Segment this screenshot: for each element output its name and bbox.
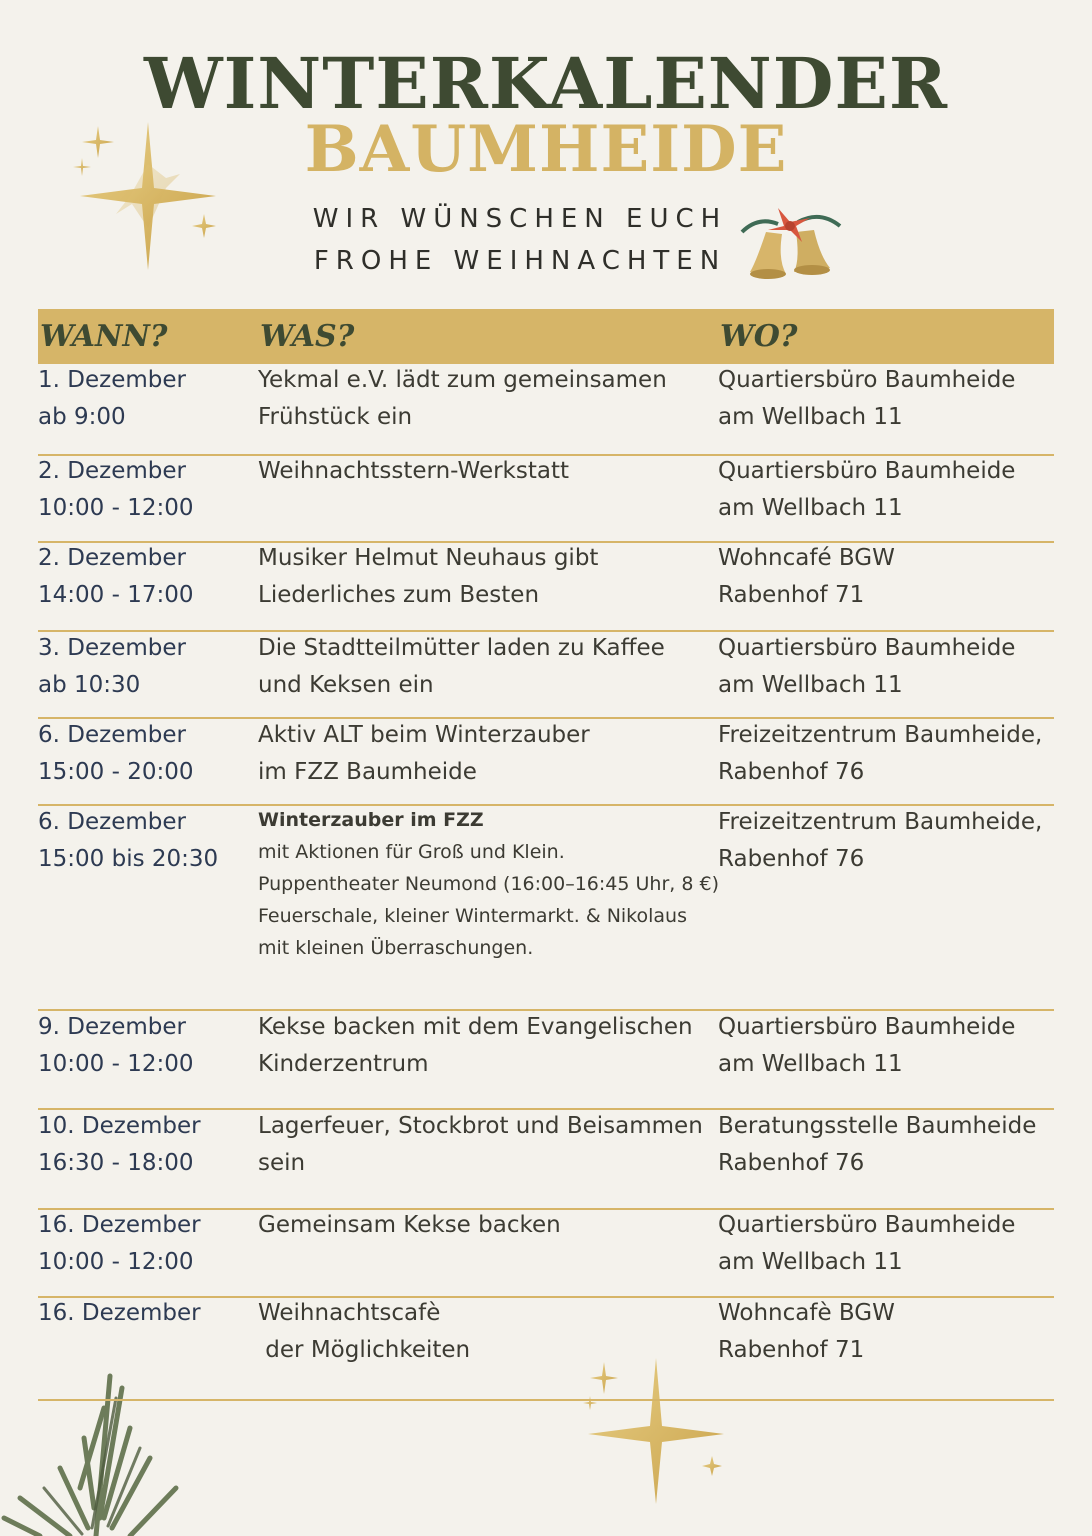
event-description: Feuerschale, kleiner Wintermarkt. & Nikolaus	[258, 905, 687, 927]
event-location: am Wellbach 11	[718, 404, 903, 430]
event-date: 2. Dezember	[38, 458, 186, 484]
table-row-what	[258, 630, 718, 704]
event-description: Frühstück ein	[258, 404, 413, 430]
event-time: 15:00 - 20:00	[38, 759, 194, 785]
table-row-what	[258, 804, 718, 964]
event-description: Yekmal e.V. lädt zum gemeinsamen	[258, 367, 667, 393]
table-row-when	[38, 804, 253, 878]
event-location: am Wellbach 11	[718, 495, 903, 521]
table-row-where	[718, 717, 1058, 791]
table-row-where	[718, 1009, 1058, 1083]
greeting-line-2: FROHE WEIHNACHTEN	[313, 246, 727, 276]
column-header-what: WAS?	[260, 319, 355, 354]
event-date: 6. Dezember	[38, 722, 186, 748]
event-location: am Wellbach 11	[718, 1249, 903, 1275]
event-location: am Wellbach 11	[718, 1051, 903, 1077]
table-row-what	[258, 1207, 718, 1244]
table-row-what	[258, 540, 718, 614]
event-location: Quartiersbüro Baumheide	[718, 1014, 1016, 1040]
event-description: Weihnachtscafè	[258, 1300, 441, 1326]
event-date: 10. Dezember	[38, 1113, 201, 1139]
column-header-when: WANN?	[40, 319, 168, 354]
event-date: 16. Dezember	[38, 1212, 201, 1238]
event-time: 14:00 - 17:00	[38, 582, 194, 608]
event-location: Freizeitzentrum Baumheide,	[718, 722, 1043, 748]
table-row-where	[718, 804, 1058, 878]
table-row-when	[38, 1295, 253, 1332]
table-row-what	[258, 453, 718, 490]
event-location: Beratungsstelle Baumheide	[718, 1113, 1037, 1139]
table-row-when	[38, 1207, 253, 1281]
table-header	[38, 309, 1054, 364]
event-description: Liederliches zum Besten	[258, 582, 540, 608]
event-description: der Möglichkeiten	[258, 1337, 471, 1363]
event-time: 16:30 - 18:00	[38, 1150, 194, 1176]
page-subtitle: BAUMHEIDE	[304, 112, 788, 187]
event-location: Wohncafé BGW	[718, 545, 895, 571]
event-date: 3. Dezember	[38, 635, 186, 661]
event-location: Wohncafè BGW	[718, 1300, 895, 1326]
event-location: Rabenhof 76	[718, 759, 865, 785]
table-row-when	[38, 540, 253, 614]
event-description: sein	[258, 1150, 306, 1176]
greeting-line-1: WIR WÜNSCHEN EUCH	[312, 204, 728, 234]
event-location: Rabenhof 71	[718, 582, 865, 608]
event-description: mit kleinen Überraschungen.	[258, 937, 534, 959]
event-date: 2. Dezember	[38, 545, 186, 571]
table-row-when	[38, 1108, 253, 1182]
table-row-when	[38, 717, 253, 791]
table-row-where	[718, 1207, 1058, 1281]
table-row-what	[258, 717, 718, 791]
event-location: Freizeitzentrum Baumheide,	[718, 809, 1043, 835]
table-row-what	[258, 1009, 718, 1083]
event-description: Kinderzentrum	[258, 1051, 429, 1077]
table-row-where	[718, 540, 1058, 614]
event-time: ab 9:00	[38, 404, 126, 430]
event-description: mit Aktionen für Groß und Klein.	[258, 841, 565, 863]
bells-icon	[738, 202, 844, 280]
event-description: Kekse backen mit dem Evangelischen	[258, 1014, 693, 1040]
event-description: Winterzauber im FZZ	[258, 809, 484, 831]
event-description: Musiker Helmut Neuhaus gibt	[258, 545, 599, 571]
event-description: Gemeinsam Kekse backen	[258, 1212, 561, 1238]
event-location: am Wellbach 11	[718, 672, 903, 698]
event-description: Weihnachtsstern-Werkstatt	[258, 458, 570, 484]
event-location: Rabenhof 71	[718, 1337, 865, 1363]
event-description: Aktiv ALT beim Winterzauber	[258, 722, 590, 748]
table-row-where	[718, 362, 1058, 436]
event-description: im FZZ Baumheide	[258, 759, 477, 785]
event-time: 10:00 - 12:00	[38, 1249, 194, 1275]
table-row-what	[258, 362, 718, 436]
event-date: 6. Dezember	[38, 809, 186, 835]
event-date: 16. Dezember	[38, 1300, 201, 1326]
event-time: 15:00 bis 20:30	[38, 846, 219, 872]
event-description: Lagerfeuer, Stockbrot und Beisammen	[258, 1113, 703, 1139]
table-row-what	[258, 1295, 718, 1369]
event-description: Die Stadtteilmütter laden zu Kaffee	[258, 635, 665, 661]
event-description: und Keksen ein	[258, 672, 434, 698]
table-row-where	[718, 1295, 1058, 1369]
page-title: WINTERKALENDER	[143, 42, 949, 125]
pine-branch-icon	[0, 1368, 200, 1536]
event-location: Rabenhof 76	[718, 1150, 865, 1176]
table-row-what	[258, 1108, 718, 1182]
event-location: Quartiersbüro Baumheide	[718, 1212, 1016, 1238]
table-row-when	[38, 630, 253, 704]
table-row-where	[718, 453, 1058, 527]
event-time: 10:00 - 12:00	[38, 1051, 194, 1077]
table-row-where	[718, 630, 1058, 704]
event-date: 1. Dezember	[38, 367, 186, 393]
event-location: Quartiersbüro Baumheide	[718, 458, 1016, 484]
event-location: Quartiersbüro Baumheide	[718, 635, 1016, 661]
table-row-when	[38, 362, 253, 436]
row-divider	[38, 1399, 1054, 1401]
event-location: Quartiersbüro Baumheide	[718, 367, 1016, 393]
table-row-where	[718, 1108, 1058, 1182]
event-date: 9. Dezember	[38, 1014, 186, 1040]
table-row-when	[38, 453, 253, 527]
event-time: ab 10:30	[38, 672, 141, 698]
star-sparkle-icon	[578, 1356, 738, 1506]
event-time: 10:00 - 12:00	[38, 495, 194, 521]
event-description: Puppentheater Neumond (16:00–16:45 Uhr, 8 €)	[258, 873, 719, 895]
table-row-when	[38, 1009, 253, 1083]
event-location: Rabenhof 76	[718, 846, 865, 872]
column-header-where: WO?	[720, 319, 798, 354]
